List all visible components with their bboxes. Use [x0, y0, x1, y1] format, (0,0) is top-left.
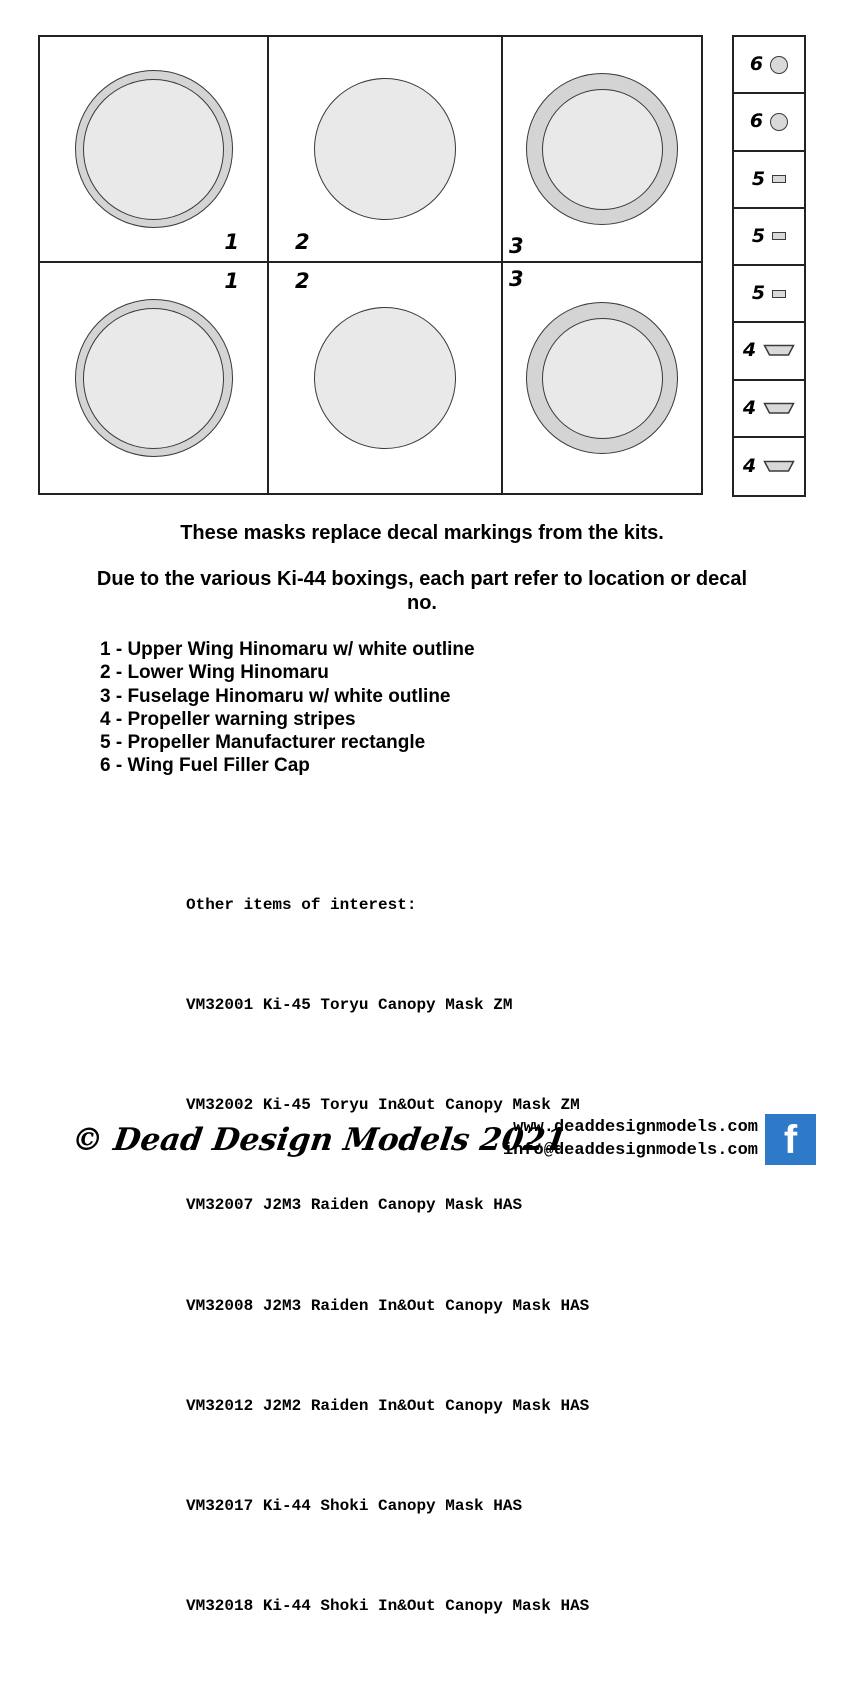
part-number-label: 3 — [509, 267, 524, 291]
upper-wing-hinomaru-mask — [75, 70, 233, 228]
manufacturer-rectangle-shape — [772, 175, 786, 183]
legend-item: 6 - Wing Fuel Filler Cap — [100, 755, 310, 777]
email-address[interactable]: info@deaddesignmodels.com — [502, 1141, 758, 1160]
part-number-label: 5 — [751, 224, 766, 247]
part-number-label: 6 — [749, 110, 764, 133]
manufacturer-rectangle-shape — [772, 232, 786, 240]
fuselage-hinomaru-mask — [526, 73, 678, 225]
other-item: VM32012 J2M2 Raiden In&Out Canopy Mask HAS — [186, 1396, 590, 1415]
legend-item: 5 - Propeller Manufacturer rectangle — [100, 732, 426, 754]
part-number-label: 4 — [742, 454, 757, 477]
side-cell-manufacturer-rect — [734, 152, 804, 209]
mask-sheet-grid — [38, 35, 703, 495]
part-number-label: 2 — [295, 230, 310, 254]
small-parts-column — [732, 35, 806, 497]
legend-list — [100, 638, 475, 778]
hinomaru-inner-disc — [542, 318, 663, 439]
mask-cell-r1c3 — [503, 37, 701, 263]
side-cell-propeller-stripe — [734, 438, 804, 495]
part-number-label: 1 — [224, 269, 239, 293]
other-item: VM32007 J2M3 Raiden Canopy Mask HAS — [186, 1196, 523, 1215]
other-item: VM32018 Ki-44 Shoki In&Out Canopy Mask HAS — [186, 1597, 590, 1616]
side-cell-manufacturer-rect — [734, 209, 804, 266]
propeller-stripe-shape — [763, 344, 795, 357]
other-item: VM32002 Ki-45 Toryu In&Out Canopy Mask ZM — [186, 1096, 580, 1115]
other-item: VM32008 J2M3 Raiden In&Out Canopy Mask HAS — [186, 1296, 590, 1315]
side-cell-fuel-cap — [734, 37, 804, 94]
other-items-title: Other items of interest: — [186, 895, 417, 914]
propeller-stripe-shape — [763, 460, 795, 473]
part-number-label: 3 — [509, 234, 524, 258]
propeller-stripe-shape — [763, 402, 795, 415]
side-cell-manufacturer-rect — [734, 266, 804, 323]
website-url[interactable]: www.deaddesignmodels.com — [513, 1118, 758, 1137]
mask-cell-r1c2 — [269, 37, 503, 263]
note-primary: These masks replace decal markings from the kits. — [180, 522, 664, 544]
upper-wing-hinomaru-mask — [75, 299, 233, 457]
facebook-icon[interactable] — [765, 1114, 816, 1165]
part-number-label: 5 — [751, 167, 766, 190]
hinomaru-inner-disc — [83, 308, 224, 449]
mask-cell-r2c1 — [40, 263, 269, 493]
part-number-label: 5 — [751, 282, 766, 305]
contact-block — [503, 1116, 758, 1162]
hinomaru-inner-disc — [542, 89, 663, 210]
part-number-label: 1 — [224, 230, 239, 254]
facebook-f-glyph: f — [783, 1117, 798, 1162]
other-items-list — [186, 822, 589, 1691]
side-cell-propeller-stripe — [734, 381, 804, 438]
mask-cell-r2c3 — [503, 263, 701, 493]
other-item: VM32017 Ki-44 Shoki Canopy Mask HAS — [186, 1497, 523, 1516]
fuselage-hinomaru-mask — [526, 302, 678, 454]
part-number-label: 2 — [295, 269, 310, 293]
note-secondary: Due to the various Ki-44 boxings, each part refer to location or decal no. — [96, 568, 748, 614]
side-cell-propeller-stripe — [734, 323, 804, 380]
legend-item: 1 - Upper Wing Hinomaru w/ white outline — [100, 639, 475, 660]
legend-item: 3 - Fuselage Hinomaru w/ white outline — [100, 685, 451, 707]
mask-cell-r2c2 — [269, 263, 503, 493]
legend-item: 2 - Lower Wing Hinomaru — [100, 662, 329, 684]
copyright-script: © Dead Design Models 2021 — [69, 1122, 570, 1158]
part-number-label: 6 — [749, 53, 764, 76]
mask-cell-r1c1 — [40, 37, 269, 263]
part-number-label: 4 — [742, 396, 757, 419]
lower-wing-hinomaru-mask — [314, 307, 456, 449]
fuel-filler-cap-shape — [770, 113, 788, 131]
side-cell-fuel-cap — [734, 94, 804, 151]
hinomaru-inner-disc — [83, 79, 224, 220]
fuel-filler-cap-shape — [770, 56, 788, 74]
lower-wing-hinomaru-mask — [314, 78, 456, 220]
manufacturer-rectangle-shape — [772, 290, 786, 298]
part-number-label: 4 — [742, 339, 757, 362]
legend-item: 4 - Propeller warning stripes — [100, 708, 356, 730]
other-item: VM32001 Ki-45 Toryu Canopy Mask ZM — [186, 996, 513, 1015]
